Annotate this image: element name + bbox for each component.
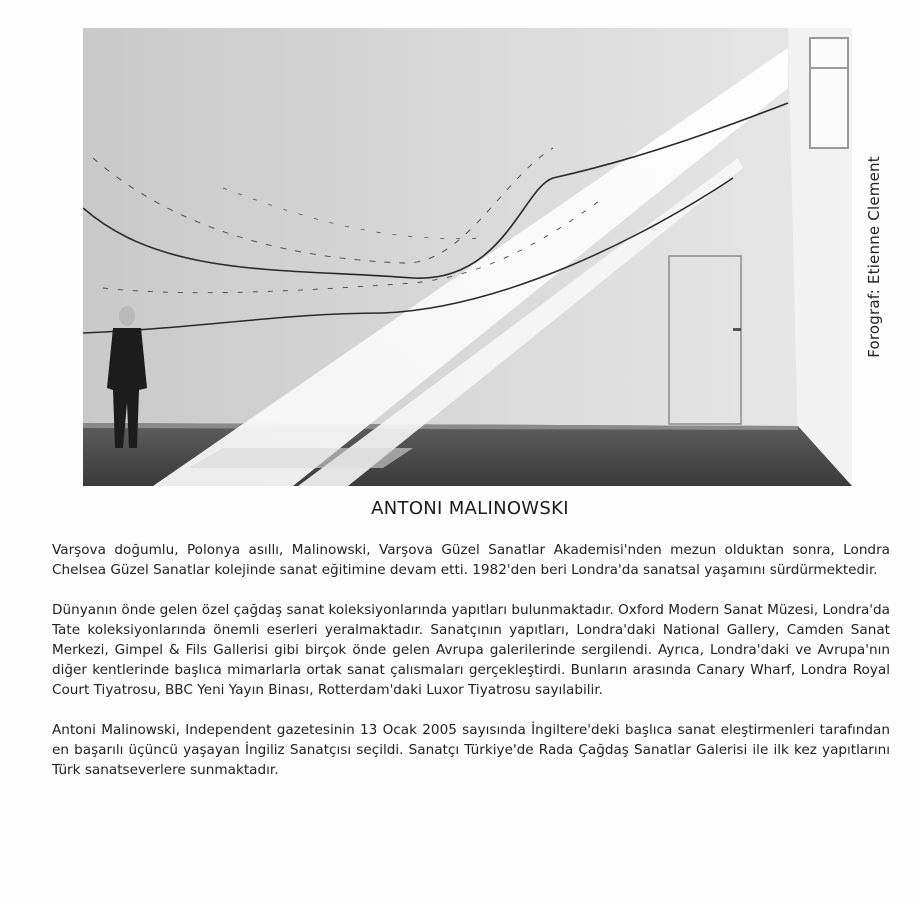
page-title: ANTONI MALINOWSKI: [371, 498, 569, 519]
photo-credit-text: Forograf: Etienne Clement: [865, 156, 884, 358]
paragraph-recognition: Antoni Malinowski, Independent gazetesinin 13 Ocak 2005 sayısında İngiltere'deki başlıca sanat eleştirmenleri tarafından en başarılı üçüncü yaşayan İngiliz Sanatçısı seçildi. Sanatçı Türkiye'de Rada Çağdaş Sanatlar Galerisi ile ilk kez yapıtlarını Türk sanatseverlere sunmaktadır.: [52, 722, 890, 778]
article-body: [52, 540, 890, 800]
gallery-installation-photo: [83, 28, 852, 486]
paragraph-collections: Dünyanın önde gelen özel çağdaş sanat koleksiyonlarında yapıtları bulunmaktadır. Oxford Modern Sanat Müzesi, Londra'da Tate koleksiyonlarında önemli eserleri yeralmaktadır. Sanatçının yapıtları, Londra'daki National Gallery, Camden Sanat Merkezi, Gimpel & Fils Gallerisi gibi birçok önde gelen Avrupa galerilerinde sergilendi. Ayrıca, Londra'daki ve Avrupa'nın diğer kentlerinde başlıca mimarlarla ortak sanat çalısmaları gerçekleştirdi. Bunların arasında Canary Wharf, Londra Royal Court Tiyatrosu, BBC Yeni Yayın Binası, Rotterdam'daki Luxor Tiyatrosu sayılabilir.: [52, 602, 890, 698]
photo-credit: [852, 28, 896, 486]
paragraph-biography: Varşova doğumlu, Polonya asıllı, Malinowski, Varşova Güzel Sanatlar Akademisi'nden mezun olduktan sonra, Londra Chelsea Güzel Sanatlar kolejinde sanat eğitimine devam etti. 1982'den beri Londra'da sanatsal yaşamını sürdürmektedir.: [52, 542, 890, 578]
gallery-photo: [83, 28, 852, 486]
